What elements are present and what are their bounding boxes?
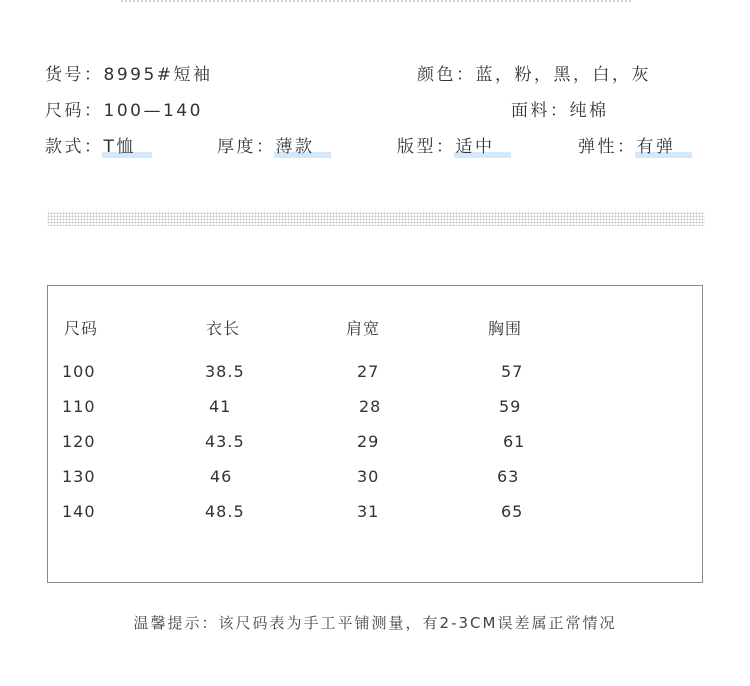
style-info xyxy=(45,132,136,157)
table-cell: 43.5 xyxy=(205,432,245,451)
table-cell: 48.5 xyxy=(205,502,245,521)
table-cell: 120 xyxy=(62,432,96,451)
table-cell: 28 xyxy=(359,397,382,416)
item-number-value: 8995#短袖 xyxy=(103,65,213,85)
top-dotted-divider xyxy=(120,0,632,2)
table-cell: 61 xyxy=(503,432,526,451)
table-cell: 110 xyxy=(62,397,96,416)
table-cell: 30 xyxy=(357,467,380,486)
fit-value: 适中 xyxy=(456,132,495,157)
thickness-info xyxy=(217,132,315,157)
fit-info xyxy=(397,132,495,157)
table-header: 肩宽 xyxy=(346,319,381,338)
colors-label: 颜色： xyxy=(417,65,476,85)
size-range-label: 尺码： xyxy=(45,101,104,121)
table-cell: 27 xyxy=(357,362,380,381)
table-cell: 31 xyxy=(357,502,380,521)
table-cell: 57 xyxy=(501,362,524,381)
item-number xyxy=(45,60,213,85)
style-label: 款式： xyxy=(45,137,104,157)
table-cell: 65 xyxy=(501,502,524,521)
table-header: 胸围 xyxy=(488,319,523,338)
size-table xyxy=(47,285,703,583)
table-cell: 29 xyxy=(357,432,380,451)
elasticity-label: 弹性： xyxy=(578,137,637,157)
thickness-value: 薄款 xyxy=(276,132,315,157)
measurement-note: 温馨提示：该尺码表为手工平铺测量，有2-3CM误差属正常情况 xyxy=(133,614,617,632)
table-cell: 140 xyxy=(62,502,96,521)
colors-value: 蓝，粉，黑，白，灰 xyxy=(475,65,651,85)
fit-label: 版型： xyxy=(397,137,456,157)
table-cell: 59 xyxy=(499,397,522,416)
style-value: T恤 xyxy=(104,132,136,157)
size-range xyxy=(45,96,203,121)
table-cell: 41 xyxy=(209,397,232,416)
colors-info xyxy=(417,60,651,85)
table-cell: 100 xyxy=(62,362,96,381)
fabric-label: 面料： xyxy=(511,101,570,121)
table-header: 尺码 xyxy=(64,319,99,338)
size-range-value: 100—140 xyxy=(103,101,203,121)
dotted-divider-band xyxy=(47,212,705,226)
fabric-value: 纯棉 xyxy=(569,101,609,121)
fabric-info xyxy=(511,96,609,121)
table-header: 衣长 xyxy=(206,319,241,338)
thickness-label: 厚度： xyxy=(217,137,276,157)
elasticity-value: 有弹 xyxy=(637,132,676,157)
table-cell: 38.5 xyxy=(205,362,245,381)
item-number-label: 货号： xyxy=(45,65,104,85)
table-cell: 63 xyxy=(497,467,520,486)
elasticity-info xyxy=(578,132,676,157)
table-cell: 130 xyxy=(62,467,96,486)
table-cell: 46 xyxy=(210,467,233,486)
